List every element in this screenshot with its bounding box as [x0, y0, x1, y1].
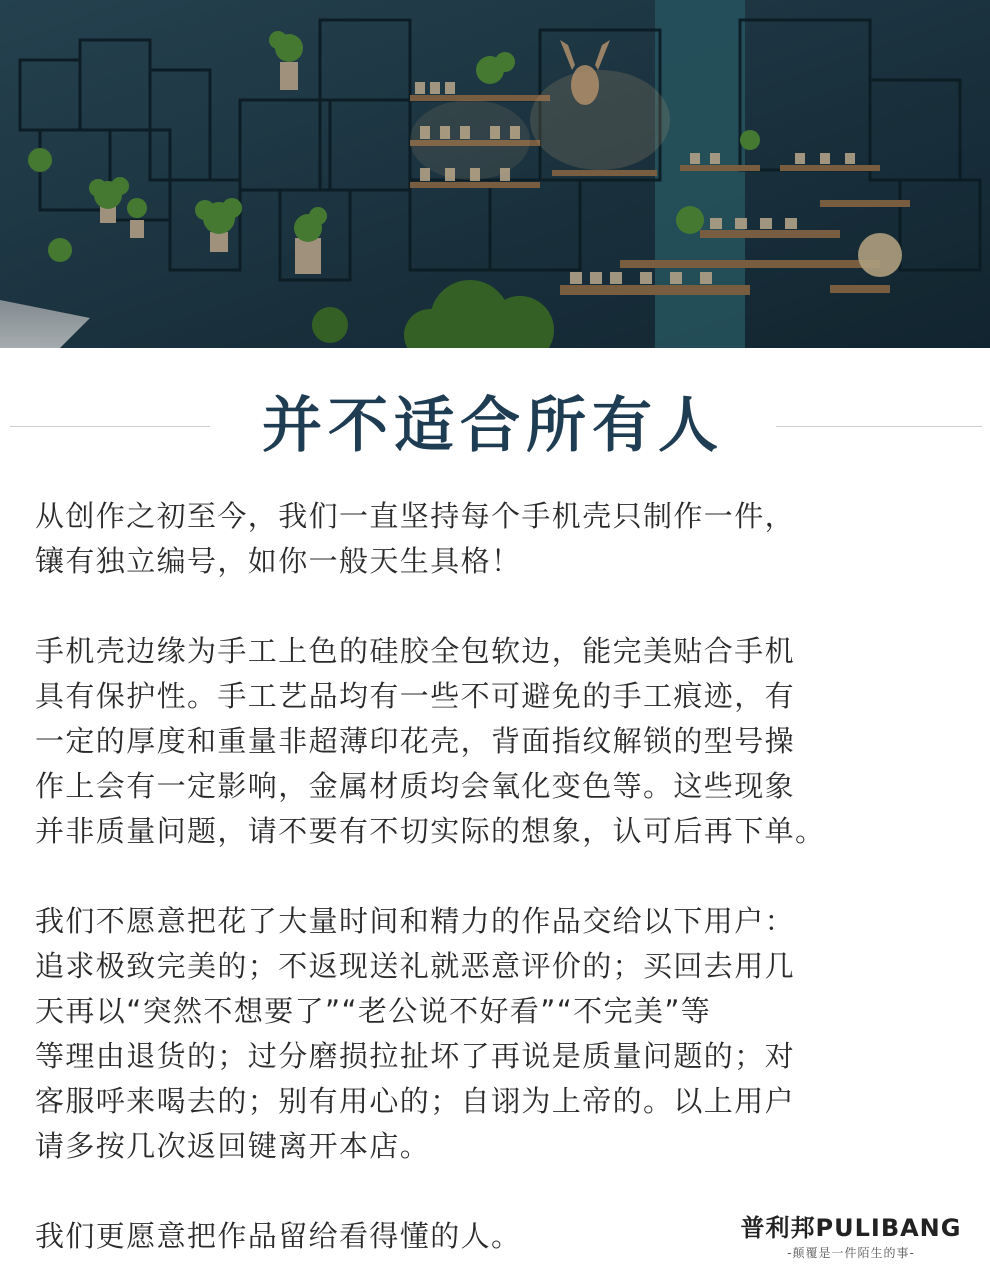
paragraph-closing: 我们更愿意把作品留给看得懂的人。 [35, 1219, 522, 1253]
title-divider-right [776, 426, 982, 427]
shelf-wall-illustration [0, 0, 990, 348]
paragraph-intro: 从创作之初至今，我们一直坚持每个手机壳只制作一件， 镶有独立编号，如你一般天生具格！ [35, 499, 796, 578]
title-row [0, 378, 990, 478]
brand-logo [720, 1212, 982, 1262]
page-title: 并不适合所有人 [262, 391, 724, 461]
paragraph-unwelcome-customers: 我们不愿意把花了大量时间和精力的作品交给以下用户： 追求极致完美的；不返现送礼就恶意评价的；买回去用几 天再以“突然不想要了”“老公说不好看”“不完美”等 等理由退货的；过分磨损拉扯坏了再说是质量问题的；对 客服呼来喝去的；别有用心的；自诩为上帝的。以上用户 请多按几次返回键离开本店。 [35, 904, 796, 1163]
store-interior-photo [0, 0, 990, 348]
policy-text [35, 494, 965, 1259]
paragraph-product-notes: 手机壳边缘为手工上色的硅胶全包软边，能完美贴合手机 具有保护性。手工艺品均有一些不可避免的手工痕迹，有 一定的厚度和重量非超薄印花壳，背面指纹解锁的型号操 作上会有一定影响，金属材质均会氧化变色等。这些现象 并非质量问题，请不要有不切实际的想象，认可后再下单。 [35, 634, 826, 848]
brand-name: 普利邦PULIBANG [740, 1214, 962, 1242]
title-divider-left [10, 426, 210, 427]
brand-tagline: -颠覆是一件陌生的事- [787, 1246, 915, 1260]
